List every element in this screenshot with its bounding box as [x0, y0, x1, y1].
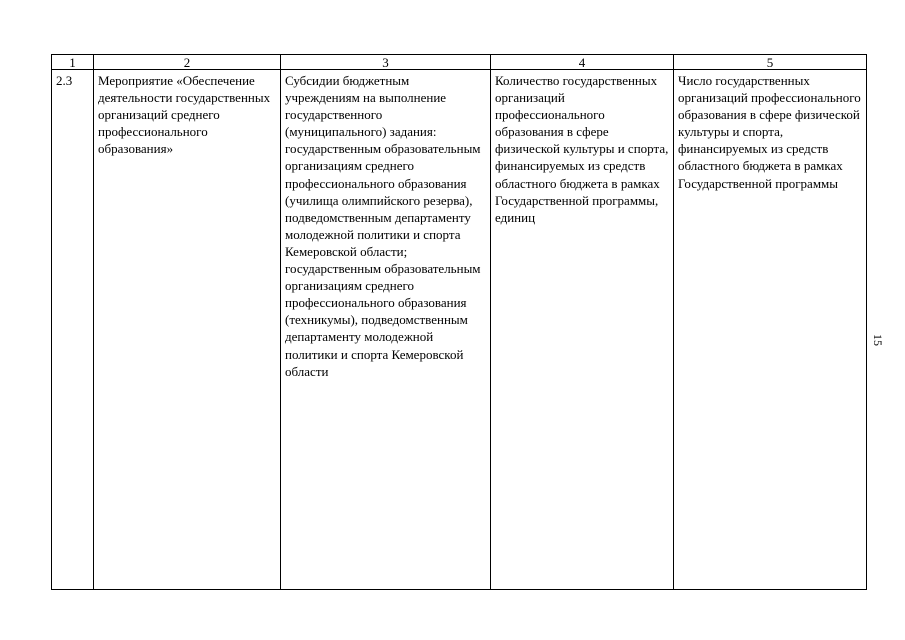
table-header-row: [52, 55, 867, 70]
column-header-1: 1: [52, 55, 94, 70]
row-number-cell: 2.3: [52, 70, 94, 590]
page-number: 15: [871, 334, 885, 346]
column-header-5: 5: [674, 55, 867, 70]
column-header-4: 4: [491, 55, 674, 70]
indicator-name-cell: Количество государственных организаций профессионального образования в сфере физической культуры и спорта, финансируемых из средств областного бюджета в рамках Государственной программы, единиц: [491, 70, 674, 590]
event-description-cell: Субсидии бюджетным учреждениям на выполнение государственного (муниципального) задания: государственным образовательным организациям среднего профессионального образования (училища олимпийского резерва), подведомственным департаменту молодежной политики и спорта Кемеровской области; государственным образовательным организациям среднего профессионального образования (техникумы), подведомственным департаменту молодежной политики и спорта Кемеровской области: [281, 70, 491, 590]
table-row: [52, 70, 867, 590]
indicator-method-cell: Число государственных организаций профессионального образования в сфере физической культуры и спорта, финансируемых из средств областного бюджета в рамках Государственной программы: [674, 70, 867, 590]
program-table: [51, 54, 867, 590]
column-header-3: 3: [281, 55, 491, 70]
column-header-2: 2: [94, 55, 281, 70]
event-name-cell: Мероприятие «Обеспечение деятельности государственных организаций среднего профессионального образования»: [94, 70, 281, 590]
